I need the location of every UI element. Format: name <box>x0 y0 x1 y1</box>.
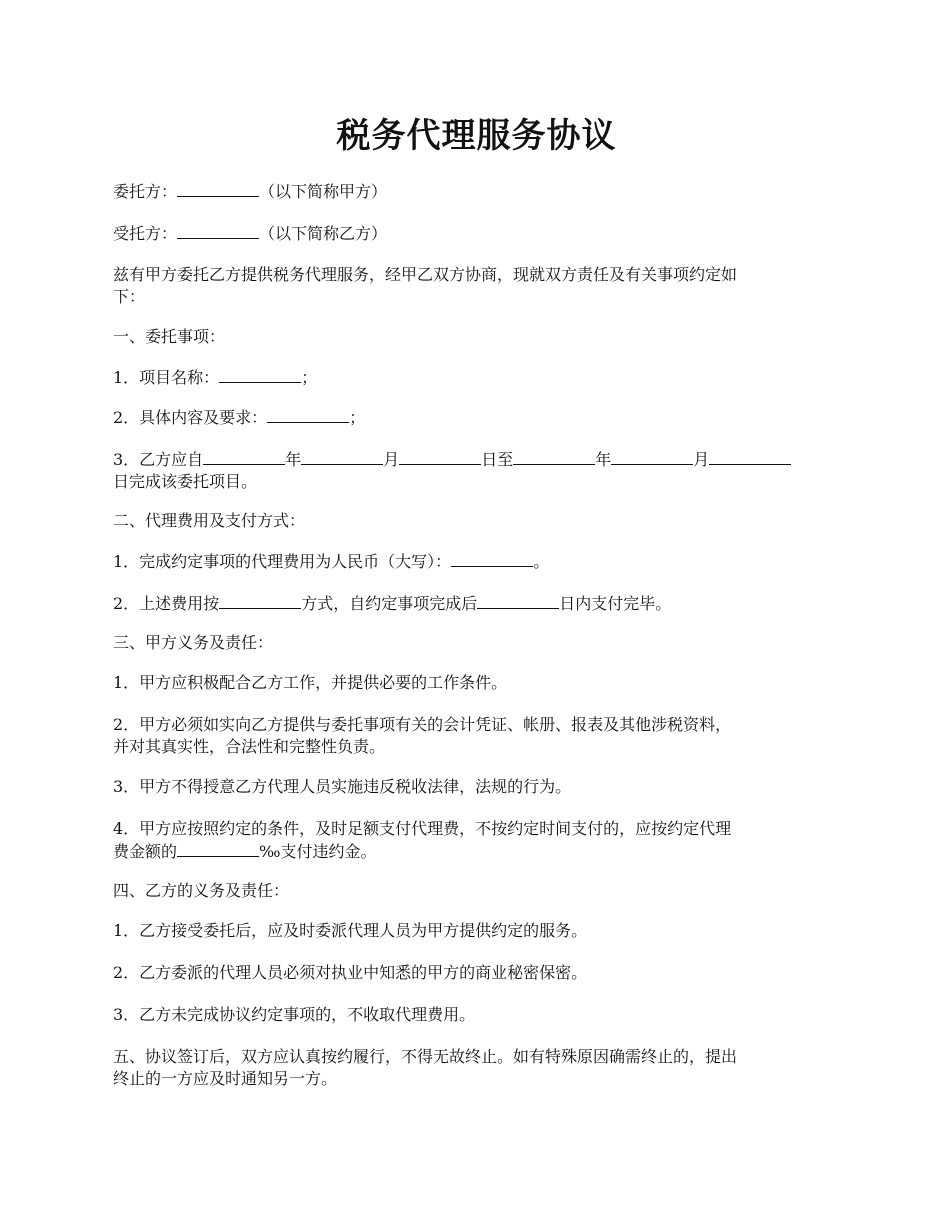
section-3-item-2 <box>113 714 840 758</box>
section-2-item-1 <box>113 550 840 573</box>
section-5-line-1: 五、协议签订后，双方应认真按约履行，不得无故终止。如有特殊原因确需终止的，提出 <box>113 1047 738 1066</box>
section-3-item-2-line-2: 并对其真实性，合法性和完整性负责。 <box>113 737 386 756</box>
section-5-paragraph <box>113 1046 840 1090</box>
section-3-item-4-suffix: ‰支付违约金。 <box>259 842 377 861</box>
section-3-item-4-prefix: 费金额的 <box>113 842 178 861</box>
section-4-item-3: 3．乙方未完成协议约定事项的，不收取代理费用。 <box>113 1005 476 1024</box>
start-day-to-label: 日至 <box>481 450 514 469</box>
end-year-label: 年 <box>595 450 612 469</box>
section-3-heading: 三、甲方义务及责任： <box>113 633 274 652</box>
payment-method-blank <box>219 592 301 609</box>
start-year-label: 年 <box>285 450 302 469</box>
intro-line-1: 兹有甲方委托乙方提供税务代理服务，经甲乙双方协商，现就双方责任及有关事项约定如 <box>113 265 738 284</box>
payment-days-blank <box>477 592 559 609</box>
party-b-label: 受托方： <box>113 224 178 243</box>
section-2-item-2-prefix: 2．上述费用按 <box>113 594 220 613</box>
document-title: 税务代理服务协议 <box>336 116 617 156</box>
section-5-line-2: 终止的一方应及时通知另一方。 <box>113 1069 338 1088</box>
intro-paragraph <box>113 264 840 308</box>
start-year-blank <box>203 448 285 465</box>
section-3-item-1: 1．甲方应积极配合乙方工作，并提供必要的工作条件。 <box>113 673 508 692</box>
section-1-item-1-prefix: 1．项目名称： <box>113 368 220 387</box>
party-b-blank <box>177 222 259 239</box>
content-requirements-blank <box>267 406 349 423</box>
section-3-item-4 <box>113 818 840 863</box>
project-name-blank <box>219 366 301 383</box>
section-1-item-3-prefix: 3．乙方应自 <box>113 450 204 469</box>
party-b-suffix: （以下简称乙方） <box>259 224 388 243</box>
section-4-item-1: 1．乙方接受委托后，应及时委派代理人员为甲方提供约定的服务。 <box>113 921 588 940</box>
party-b-line <box>113 222 840 245</box>
end-year-blank <box>513 448 595 465</box>
section-1-item-2 <box>113 406 840 429</box>
fee-amount-blank <box>451 550 533 567</box>
section-3-item-3: 3．甲方不得授意乙方代理人员实施违反税收法律，法规的行为。 <box>113 777 572 796</box>
section-2-item-2-suffix: 日内支付完毕。 <box>559 594 672 613</box>
party-a-label: 委托方： <box>113 182 178 201</box>
section-2-item-2-mid: 方式，自约定事项完成后 <box>301 594 478 613</box>
section-1-heading: 一、委托事项： <box>113 327 226 346</box>
section-1-item-2-suffix: ； <box>349 408 366 427</box>
penalty-rate-blank <box>177 840 259 857</box>
section-1-item-1-suffix: ； <box>301 368 318 387</box>
end-month-label: 月 <box>693 450 710 469</box>
end-day-blank <box>709 448 791 465</box>
start-month-label: 月 <box>383 450 400 469</box>
section-2-item-1-prefix: 1．完成约定事项的代理费用为人民币（大写）： <box>113 552 452 571</box>
section-4-heading: 四、乙方的义务及责任： <box>113 881 290 900</box>
section-2-item-1-suffix: 。 <box>533 552 550 571</box>
section-3-item-2-line-1: 2．甲方必须如实向乙方提供与委托事项有关的会计凭证、帐册、报表及其他涉税资料， <box>113 715 732 734</box>
end-month-blank <box>611 448 693 465</box>
section-3-item-4-line-1: 4．甲方应按照约定的条件，及时足额支付代理费，不按约定时间支付的，应按约定代理 <box>113 819 732 838</box>
start-day-blank <box>399 448 481 465</box>
intro-line-2: 下： <box>113 287 146 306</box>
party-a-suffix: （以下简称甲方） <box>259 182 388 201</box>
section-2-item-2 <box>113 592 840 615</box>
section-4-item-2: 2．乙方委派的代理人员必须对执业中知悉的甲方的商业秘密保密。 <box>113 963 588 982</box>
party-a-blank <box>177 180 259 197</box>
party-a-line <box>113 180 840 203</box>
section-1-item-3-line-2: 日完成该委托项目。 <box>113 472 258 491</box>
section-1-item-2-prefix: 2．具体内容及要求： <box>113 408 268 427</box>
section-1-item-3 <box>113 448 840 493</box>
section-1-item-1 <box>113 366 840 389</box>
start-month-blank <box>301 448 383 465</box>
section-2-heading: 二、代理费用及支付方式： <box>113 511 306 530</box>
